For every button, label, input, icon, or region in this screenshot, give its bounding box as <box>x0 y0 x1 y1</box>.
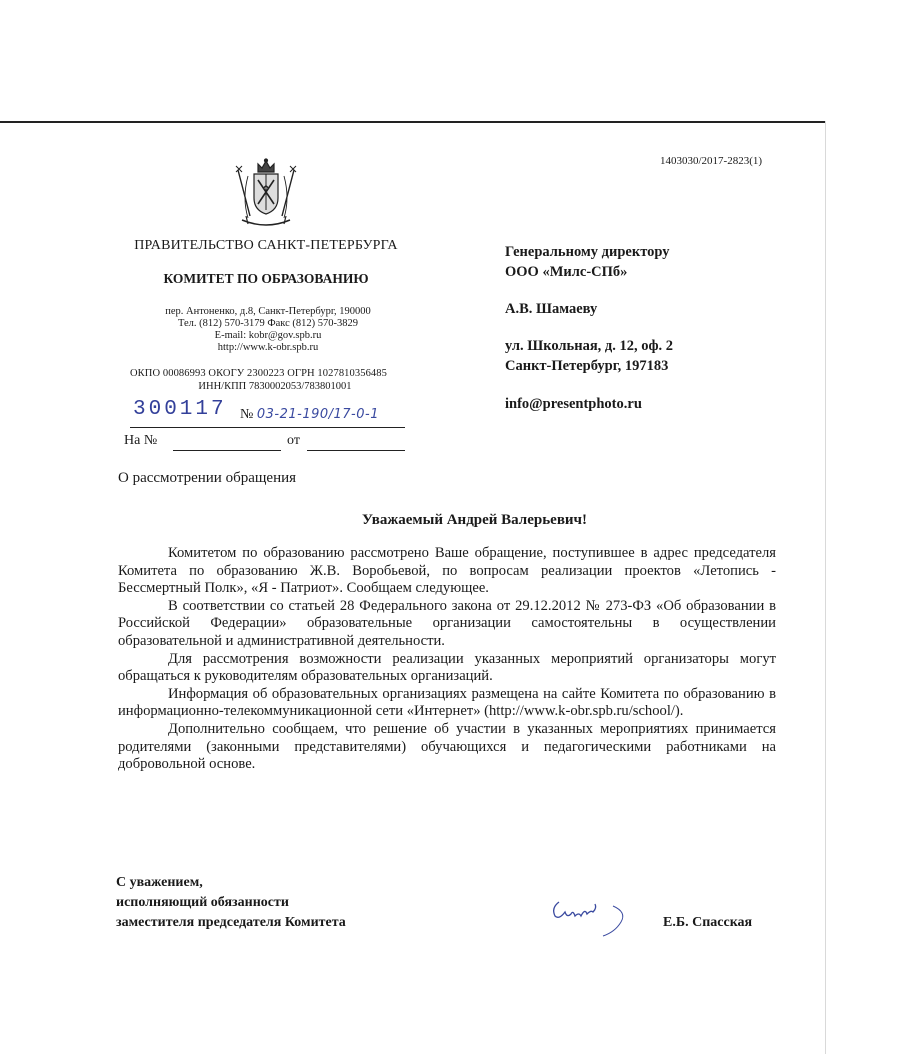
sender-contacts <box>130 306 406 354</box>
body-paragraph: В соответствии со статьей 28 Федерального закона от 29.12.2012 № 273-ФЗ «Об образовании в Российской Федерации» образовательные организации самостоятельны в осуществлении образовательной и административной деятельности. <box>118 597 776 649</box>
letter-subject: О рассмотрении обращения <box>118 470 297 486</box>
outgoing-reference <box>240 407 379 423</box>
closing-role: исполняющий обязанности <box>116 895 289 910</box>
sender-website: http://www.k-obr.spb.ru <box>217 342 319 353</box>
recipient-company: ООО «Милс-СПб» <box>505 264 628 280</box>
sender-email: E-mail: kobr@gov.spb.ru <box>214 330 322 341</box>
coat-of-arms-icon <box>228 158 304 232</box>
closing-position: заместителя председателя Комитета <box>116 915 346 930</box>
body-paragraph: Комитетом по образованию рассмотрено Ваше обращение, поступившее в адрес председателя Комитета по образованию Ж.В. Воробьевой, по вопросам реализации проектов «Летопись - Бессмертный Полк», «Я - Патриот». Сообщаем следующее. <box>118 545 776 597</box>
committee-name: КОМИТЕТ ПО ОБРАЗОВАНИЮ <box>163 271 369 286</box>
date-blank <box>307 450 405 451</box>
signature-icon <box>545 888 635 938</box>
closing-block <box>116 873 346 933</box>
sender-address: пер. Антоненко, д.8, Санкт-Петербург, 190000 <box>165 306 371 317</box>
body-paragraph: Для рассмотрения возможности реализации указанных мероприятий организаторы могут обращаться к руководителям образовательных организаций. <box>118 650 776 685</box>
recipient-name: А.В. Шамаеву <box>505 301 598 317</box>
inn-kpp: ИНН/КПП 7830002053/783801001 <box>198 381 352 392</box>
body-paragraph: Дополнительно сообщаем, что решение об участии в указанных мероприятиях принимается родителями (законными представителями) обучающихся и педагогическими работниками на добровольной основе. <box>118 720 776 773</box>
reply-to-label: На № <box>124 433 158 448</box>
reply-to-blank <box>173 450 281 451</box>
recipient-title: Генеральному директору <box>505 244 670 260</box>
recipient-city: Санкт-Петербург, 197183 <box>505 358 669 374</box>
sender-phone-fax: Тел. (812) 570-3179 Факс (812) 570-3829 <box>177 318 359 329</box>
government-name: ПРАВИТЕЛЬСТВО САНКТ-ПЕТЕРБУРГА <box>134 238 398 253</box>
date-label: от <box>287 433 300 448</box>
sheet-right-edge <box>825 121 826 1054</box>
registry-codes: ОКПО 00086993 ОКОГУ 2300223 ОГРН 1027810356485 <box>130 368 387 379</box>
sender-codes <box>130 367 410 393</box>
sheet-top-edge <box>0 121 826 123</box>
number-sign: № <box>240 407 254 422</box>
reference-underline <box>130 427 405 428</box>
signer-name: Е.Б. Спасская <box>663 915 753 930</box>
handwritten-reference: 03-21-190/17-0-1 <box>256 407 379 422</box>
registration-stamp-number: 300117 <box>133 398 227 421</box>
document-number: 1403030/2017-2823(1) <box>660 155 763 167</box>
letter-body <box>118 545 776 774</box>
body-paragraph: Информация об образовательных организациях размещена на сайте Комитета по образованию в информационно-телекоммуникационной сети «Интернет» (http://www.k-obr.spb.ru/school/). <box>118 685 776 720</box>
salutation: Уважаемый Андрей Валерьевич! <box>361 512 588 528</box>
recipient-street: ул. Школьная, д. 12, оф. 2 <box>505 338 674 354</box>
closing-greeting: С уважением, <box>116 875 203 890</box>
recipient-email: info@presentphoto.ru <box>505 396 642 412</box>
